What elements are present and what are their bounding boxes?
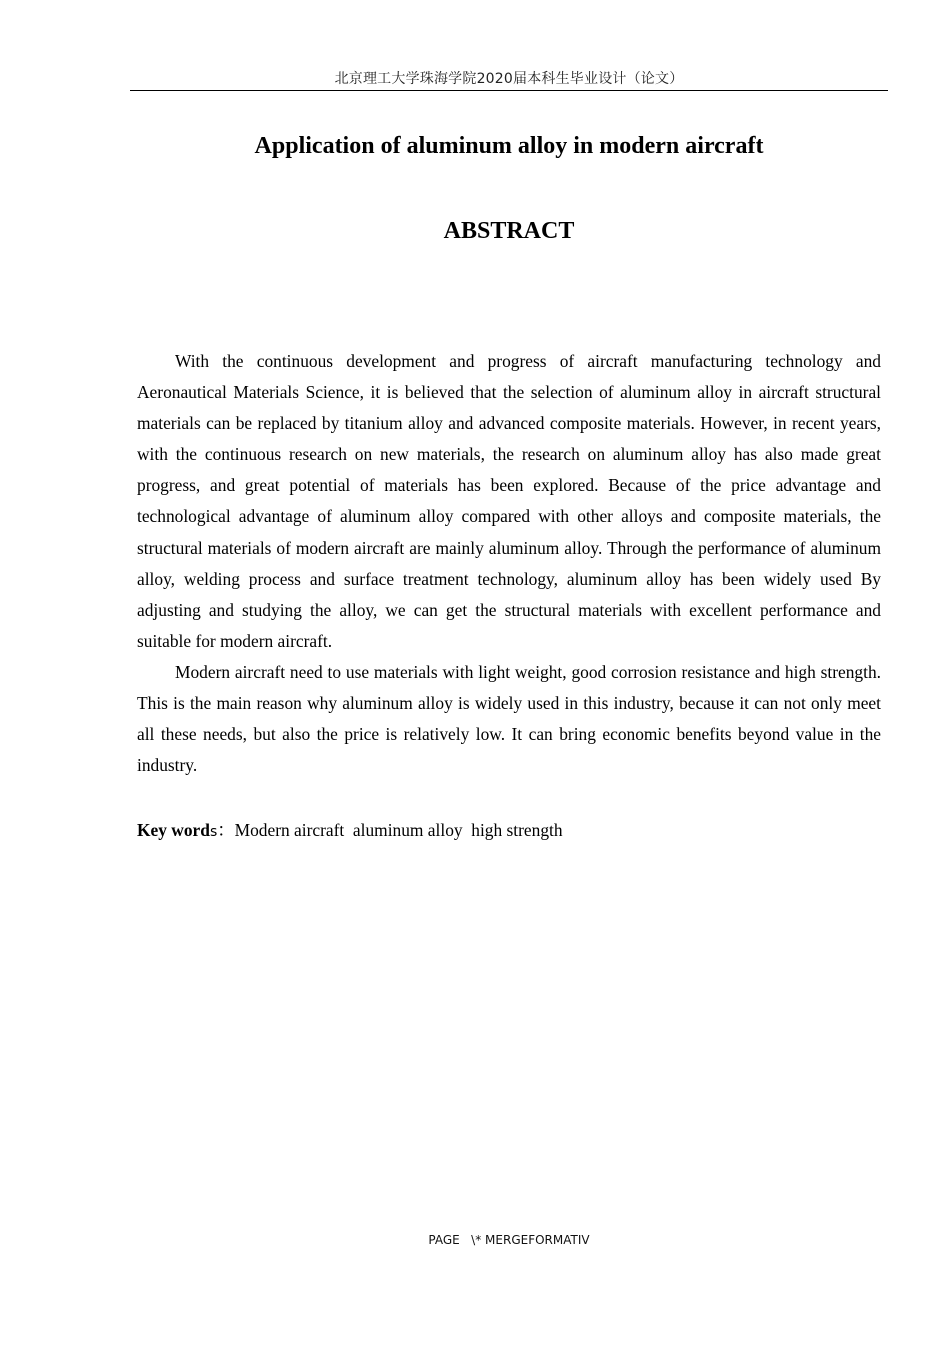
abstract-paragraph-2: Modern aircraft need to use materials with light weight, good corrosion resistance and high strength. This is the main reason why aluminum alloy is widely used in this industry, because it can not only meet all these needs, but also the price is relatively low. It can bring economic benefits beyond value in the industry.: [137, 661, 881, 776]
page-footer: PAGE \* MERGEFORMATIV: [428, 1233, 590, 1247]
abstract-body: [137, 346, 881, 781]
abstract-heading: ABSTRACT: [443, 218, 575, 244]
keywords-separator: ：: [217, 820, 235, 840]
abstract-paragraph-1: With the continuous development and progress of aircraft manufacturing technology and Aeronautical Materials Science, it is believed that the selection of aluminum alloy in aircraft structural materials can be replaced by titanium alloy and advanced composite materials. However, in recent years, with the continuous research on new materials, the research on aluminum alloy has also made great progress, and great potential of materials has been explored. Because of the price advantage and technological advantage of aluminum alloy compared with other alloys and composite materials, the structural materials of modern aircraft are mainly aluminum alloy. Through the performance of aluminum alloy, welding process and surface treatment technology, aluminum alloy has been widely used By adjusting and studying the alloy, we can get the structural materials with excellent performance and suitable for modern aircraft.: [137, 351, 881, 651]
keywords-label-suffix: s: [209, 824, 218, 840]
page-header: 北京理工大学珠海学院2020届本科生毕业设计（论文）: [334, 71, 684, 87]
keywords-label: Key word: [137, 820, 210, 840]
paper-title: Application of aluminum alloy in modern aircraft: [254, 133, 764, 159]
header-divider: [130, 90, 888, 91]
keywords-values: Modern aircraft aluminum alloy high strength: [234, 820, 563, 840]
keywords-line: [137, 815, 881, 848]
